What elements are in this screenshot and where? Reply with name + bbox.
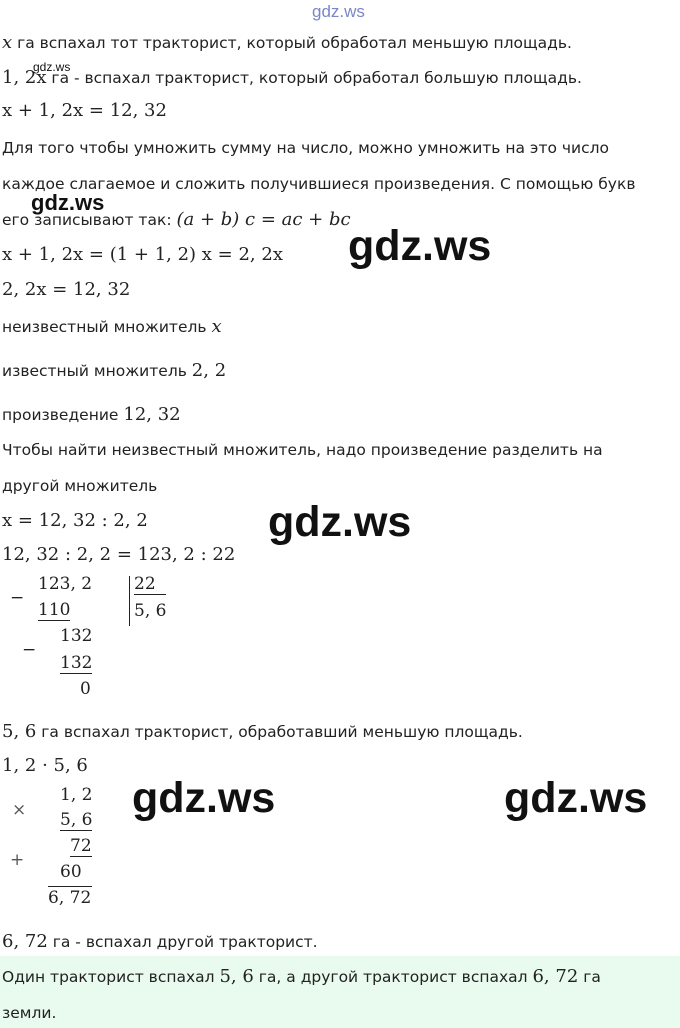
equation-6: 1, 2 · 5, 6 <box>2 755 88 776</box>
product-value: 12, 32 <box>123 404 181 425</box>
division-remainder-final: 0 <box>80 679 91 699</box>
watermark-top: gdz.ws <box>312 2 365 21</box>
rule-line-5: другой множитель <box>2 477 158 495</box>
equation-5: 12, 32 : 2, 2 = 123, 2 : 22 <box>2 544 236 565</box>
answer-value-2: 6, 72 <box>532 966 579 987</box>
line-text: га вспахал тот тракторист, который обработал меньшую площадь. <box>12 34 572 52</box>
unknown-label: неизвестный множитель <box>2 318 212 336</box>
division-subtract-2: 132 <box>60 653 93 673</box>
add-sign: + <box>10 850 25 870</box>
multiply-result: 6, 72 <box>48 888 92 908</box>
multiply-partial-1: 72 <box>70 836 92 856</box>
division-divisor: 22 <box>134 574 166 595</box>
equation-4: x = 12, 32 : 2, 2 <box>2 510 148 531</box>
result-value: 6, 72 <box>2 931 48 952</box>
answer-line-2: земли. <box>2 1004 57 1022</box>
answer-text: га, а другой тракторист вспахал <box>253 968 533 986</box>
product-label: произведение <box>2 406 124 424</box>
multiply-result-line <box>48 886 92 887</box>
product-line <box>2 404 181 425</box>
multiply-factor-b: 5, 6 <box>60 810 93 830</box>
rule-line-2: каждое слагаемое и сложить получившиеся произведения. С помощью букв <box>2 175 636 193</box>
result-other-area <box>2 931 318 952</box>
rule-line-1: Для того чтобы умножить сумму на число, можно умножить на это число <box>2 139 610 157</box>
division-subtract-1: 110 <box>38 600 71 620</box>
distributive-formula: (a + b) c = ac + bc <box>176 209 351 230</box>
rule-line-4: Чтобы найти неизвестный множитель, надо произведение разделить на <box>2 441 603 459</box>
multiply-sign: × <box>12 800 27 820</box>
unknown-factor-line <box>2 316 222 337</box>
equation-1: x + 1, 2x = 12, 32 <box>2 100 167 121</box>
var-x: x <box>2 32 13 53</box>
answer-value-1: 5, 6 <box>219 966 254 987</box>
known-factor-line <box>2 360 226 381</box>
watermark-big-1: gdz.ws <box>348 222 492 270</box>
division-dividend: 123, 2 <box>38 574 93 594</box>
math-1-2x: 1, 2x <box>2 67 47 88</box>
watermark-big-2: gdz.ws <box>268 498 412 546</box>
line-area-smaller <box>2 32 572 53</box>
answer-text: Один тракторист вспахал <box>2 968 220 986</box>
answer-line-1 <box>2 966 601 987</box>
watermark-tiny: gdz.ws <box>33 60 71 74</box>
line-area-bigger <box>2 67 582 88</box>
watermark-big-3: gdz.ws <box>132 774 276 822</box>
multiply-partial-2: 60 <box>60 862 82 882</box>
line-text: га - вспахал тракторист, который обработал большую площадь. <box>46 69 582 87</box>
division-quotient: 5, 6 <box>134 601 167 621</box>
unknown-var: x <box>211 316 222 337</box>
division-remainder-1: 132 <box>60 626 93 646</box>
multiply-factor-a: 1, 2 <box>60 785 93 805</box>
result-text: га - вспахал другой тракторист. <box>47 933 318 951</box>
result-value: 5, 6 <box>2 721 37 742</box>
division-minus-1: − <box>10 588 25 608</box>
division-minus-2: − <box>22 640 37 660</box>
equation-3: 2, 2x = 12, 32 <box>2 279 131 300</box>
watermark-big-4: gdz.ws <box>504 774 648 822</box>
watermark-small: gdz.ws <box>31 190 105 215</box>
known-value: 2, 2 <box>191 360 227 381</box>
result-smaller-area <box>2 721 523 742</box>
equation-2: x + 1, 2x = (1 + 1, 2) x = 2, 2x <box>2 244 283 265</box>
answer-text: га <box>578 968 601 986</box>
division-bracket <box>129 576 130 626</box>
result-text: га вспахал тракторист, обработавший меньшую площадь. <box>36 723 523 741</box>
known-label: известный множитель <box>2 362 192 380</box>
rule-text: его записывают так: <box>2 211 177 229</box>
